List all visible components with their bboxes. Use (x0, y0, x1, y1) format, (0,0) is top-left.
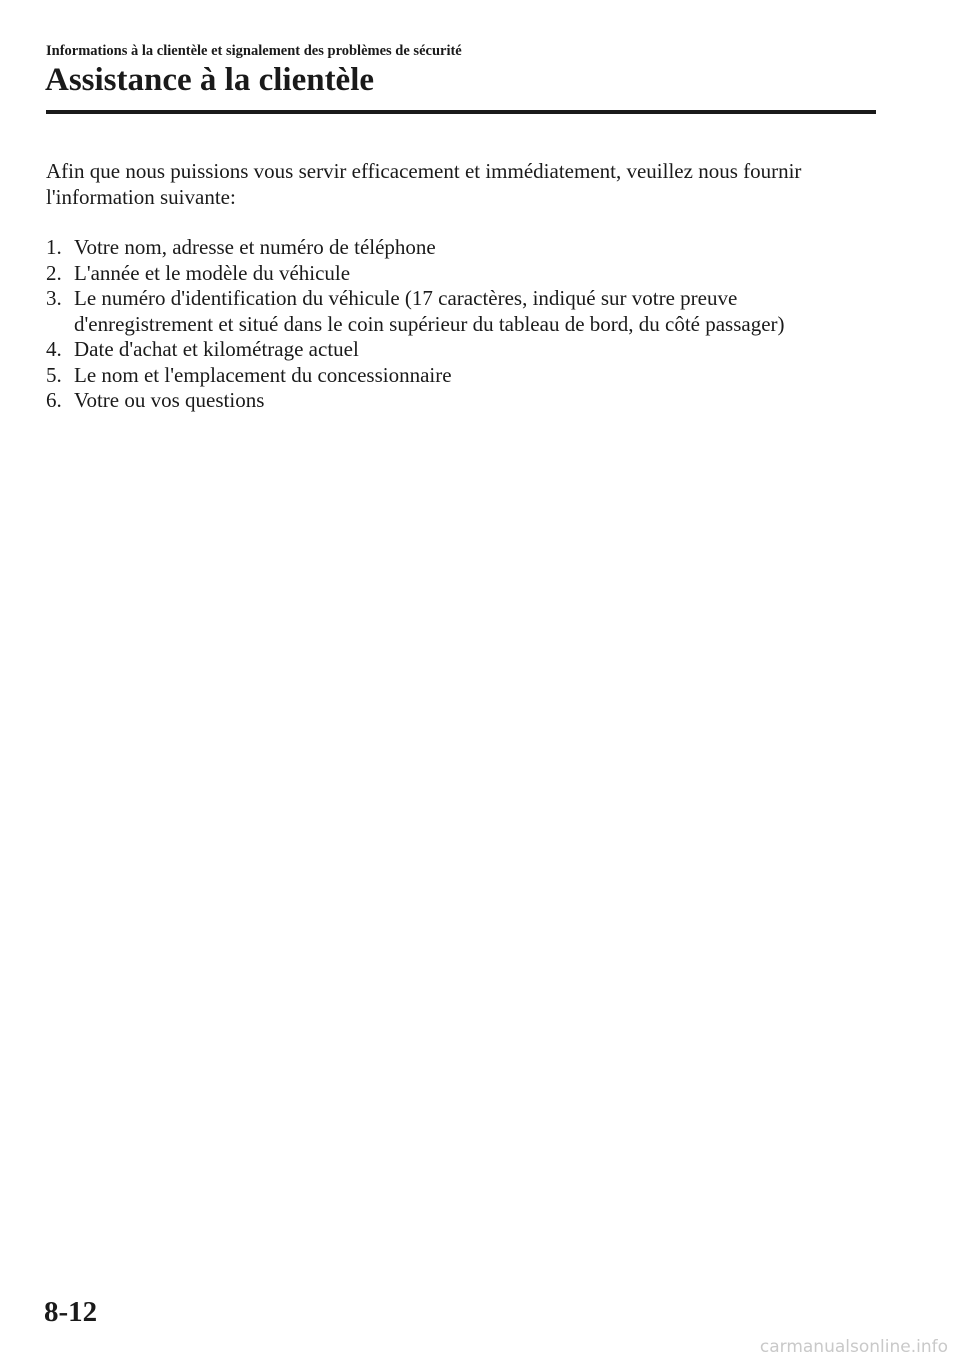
list-item-text: d'enregistrement et situé dans le coin supérieur du tableau de bord, du côté passager) (74, 311, 785, 336)
list-item-number: 3. (46, 286, 62, 310)
list-item (46, 261, 876, 287)
list-item (46, 388, 876, 414)
page-title: Assistance à la clientèle (45, 62, 375, 98)
title-divider (46, 110, 876, 114)
section-label: Informations à la clientèle et signalement des problèmes de sécurité (46, 43, 462, 59)
list-item (46, 286, 876, 337)
intro-paragraph (46, 159, 876, 210)
list-item-text: Votre ou vos questions (74, 388, 265, 412)
list-item-number: 1. (46, 235, 62, 259)
list-item (46, 337, 876, 363)
list-item-number: 4. (46, 337, 62, 361)
list-item-number: 2. (46, 260, 62, 285)
list-item (46, 363, 876, 389)
list-item-text: Le numéro d'identification du véhicule (17 caractères, indiqué sur votre preuve (74, 286, 738, 310)
list-item (46, 235, 876, 261)
list-item-number: 5. (46, 362, 62, 387)
list-item-text: Le nom et l'emplacement du concessionnaire (74, 362, 452, 387)
list-item-text: Votre nom, adresse et numéro de téléphone (74, 235, 436, 259)
info-list (46, 235, 876, 414)
page-number: 8-12 (44, 1296, 98, 1328)
list-item-text: Date d'achat et kilométrage actuel (74, 337, 359, 361)
intro-line: Afin que nous puissions vous servir efficacement et immédiatement, veuillez nous fournir (46, 159, 802, 183)
watermark: carmanualsonline.info (759, 1337, 948, 1357)
list-item-text: L'année et le modèle du véhicule (74, 260, 351, 285)
list-item-number: 6. (46, 388, 62, 412)
intro-line: l'information suivante: (46, 184, 236, 209)
